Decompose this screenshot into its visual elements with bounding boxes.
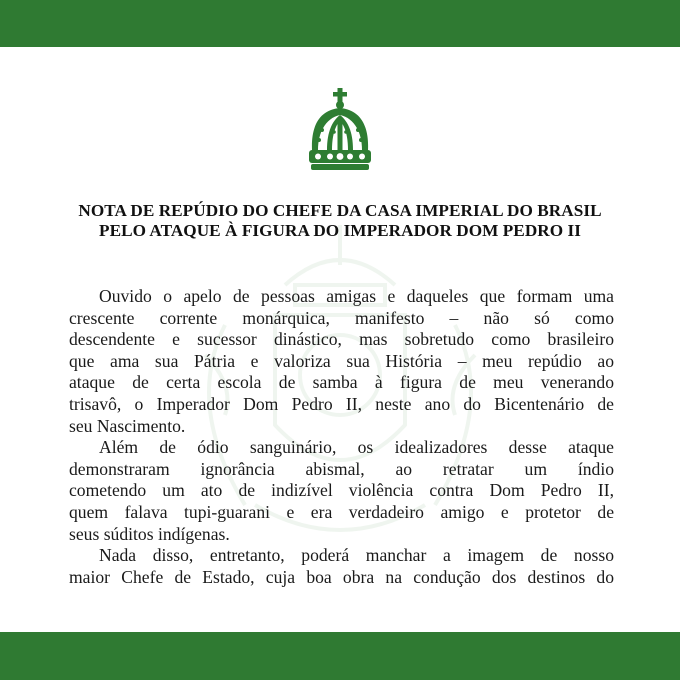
paragraph-line: que ama sua Pátria e valoriza sua História – meu repúdio ao <box>69 350 614 371</box>
paragraph-line: demonstraram ignorância abismal, ao retratar um índio <box>69 458 614 479</box>
bottom-green-band <box>0 632 680 680</box>
paragraph-line: Além de ódio sanguinário, os idealizadores desse ataque <box>99 437 614 458</box>
paragraph-line: crescente corrente monárquica, manifesto – não só como <box>69 307 614 328</box>
document-body <box>69 286 614 588</box>
paragraph-line: ataque de certa escola de samba à figura de meu venerando <box>69 372 614 393</box>
paragraph-line: Nada disso, entretanto, poderá manchar a imagem de nosso <box>99 545 614 566</box>
paragraph-line: Ouvido o apelo de pessoas amigas e daqueles que formam uma <box>99 286 614 306</box>
paragraph-line: quem falava tupi-guarani e era verdadeiro amigo e protetor de <box>69 501 614 522</box>
paragraph-line: cometendo um ato de indizível violência contra Dom Pedro II, <box>69 480 614 501</box>
title-line-1: NOTA DE REPÚDIO DO CHEFE DA CASA IMPERIAL DO BRASIL <box>78 201 602 220</box>
title-line-2: PELO ATAQUE À FIGURA DO IMPERADOR DOM PEDRO II <box>99 221 581 240</box>
paragraph-line: seus súditos indígenas. <box>69 523 230 544</box>
document-title <box>40 201 640 241</box>
paragraph-line: descendente e sucessor dinástico, mas sobretudo como brasileiro <box>69 329 614 350</box>
imperial-crown-icon <box>306 88 374 174</box>
paragraph-line: maior Chefe de Estado, cuja boa obra na condução dos destinos do <box>69 566 614 587</box>
paragraph-line: seu Nascimento. <box>69 415 186 436</box>
top-green-band <box>0 0 680 47</box>
paragraph-line: trisavô, o Imperador Dom Pedro II, neste ano do Bicentenário de <box>69 393 614 414</box>
